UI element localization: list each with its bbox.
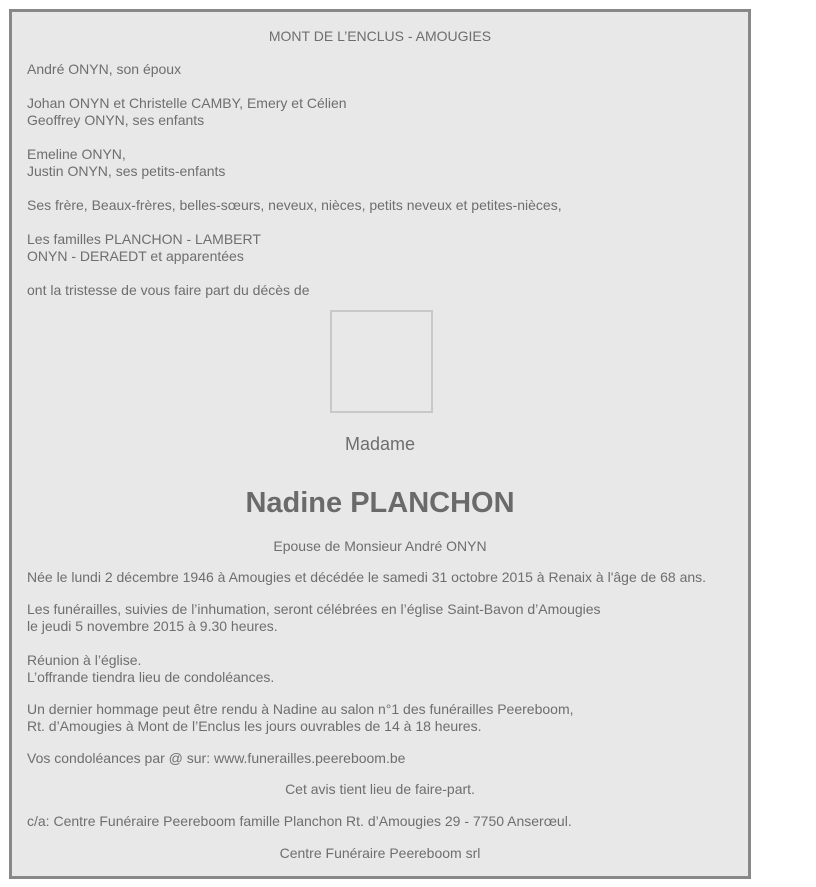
- tribute-line-2: Rt. d’Amougies à Mont de l’Enclus les jours ouvrables de 14 à 18 heures.: [27, 718, 482, 734]
- portrait-photo: [330, 310, 433, 413]
- family-children-line-2: Geoffrey ONYN, ses enfants: [27, 112, 205, 128]
- footer-company: Centre Funéraire Peereboom srl: [279, 845, 481, 861]
- reunion-line-1: Réunion à l’église.: [27, 652, 142, 668]
- announcement-text: ont la tristesse de vous faire part du décès de: [27, 282, 310, 298]
- deceased-name: Nadine PLANCHON: [245, 487, 515, 519]
- death-notice: [9, 9, 751, 879]
- family-grandchildren-line-2: Justin ONYN, ses petits-enfants: [27, 163, 226, 179]
- funeral-line-2: le jeudi 5 novembre 2015 à 9.30 heures.: [27, 618, 278, 634]
- spouse-of-text: Epouse de Monsieur André ONYN: [273, 538, 487, 554]
- contact-address: c/a: Centre Funéraire Peereboom famille Planchon Rt. d’Amougies 29 - 7750 Anserœul.: [27, 813, 572, 829]
- family-children-line-1: Johan ONYN et Christelle CAMBY, Emery et Célien: [27, 95, 347, 111]
- notice-note: Cet avis tient lieu de faire-part.: [285, 781, 475, 797]
- tribute-line-1: Un dernier hommage peut être rendu à Nadine au salon n°1 des funérailles Peereboom,: [27, 701, 574, 717]
- family-spouse: André ONYN, son époux: [27, 61, 182, 77]
- reunion-line-2: L’offrande tiendra lieu de condoléances.: [27, 669, 275, 685]
- condolences-text: Vos condoléances par @ sur: www.funerailles.peereboom.be: [27, 750, 406, 766]
- family-families-line-2: ONYN - DERAEDT et apparentées: [27, 248, 244, 264]
- location-heading: MONT DE L’ENCLUS - AMOUGIES: [268, 28, 492, 44]
- family-grandchildren-line-1: Emeline ONYN,: [27, 146, 126, 162]
- birth-death-text: Née le lundi 2 décembre 1946 à Amougies et décédée le samedi 31 octobre 2015 à Renaix à l'âge de 68 ans.: [27, 569, 707, 585]
- deceased-title: Madame: [344, 434, 416, 454]
- family-families-line-1: Les familles PLANCHON - LAMBERT: [27, 231, 261, 247]
- funeral-line-1: Les funérailles, suivies de l’inhumation, seront célébrées en l’église Saint-Bavon d’Amougies: [27, 601, 601, 617]
- family-siblings: Ses frère, Beaux-frères, belles-sœurs, neveux, nièces, petits neveux et petites-nièces,: [27, 197, 562, 213]
